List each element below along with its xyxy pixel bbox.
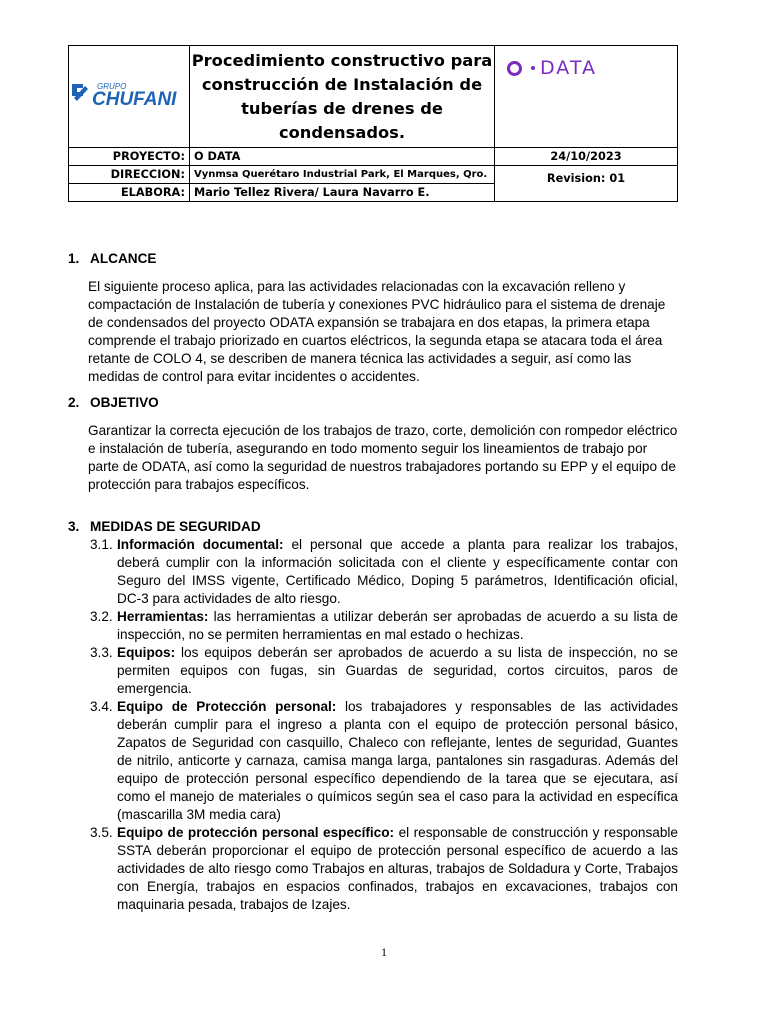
list-item (90, 698, 678, 824)
item-bold-label: Herramientas: (117, 609, 209, 624)
document-body (68, 250, 678, 914)
odata-dot-icon (531, 66, 535, 70)
item-number: 3.2. (90, 609, 113, 624)
section-heading-objetivo (68, 394, 678, 412)
section-title: MEDIDAS DE SEGURIDAD (90, 519, 261, 534)
item-body: las herramientas a utilizar deberán ser aprobadas de acuerdo a su lista de inspección, no se permiten herramientas en mal estado o hechizas. (117, 609, 678, 642)
elabora-label: ELABORA: (69, 184, 190, 202)
list-item (90, 608, 678, 644)
item-number: 3.1. (90, 537, 113, 552)
odata-logo-cell (495, 46, 678, 148)
item-number: 3.5. (90, 825, 113, 840)
item-body: el personal que accede a planta para realizar los trabajos, deberá cumplir con la información solicitada con el cliente y específicamente contar con Seguro del IMSS vigente, Certificado Médico, Doping 5 parámetros, Identificación oficial, DC-3 para actividades de alto riesgo. (117, 537, 678, 606)
item-body: el responsable de construcción y responsable SSTA deberán proporcionar el equipo de protección personal específico de acuerdo a las actividades de alto riesgo como Trabajos en alturas, trabajos de Soldadura y Corte, Trabajos con Energía, trabajos en espacios confinados, trabajos en excavaciones, trabajos con maquinaria pesada, trabajos de Izajes. (117, 825, 678, 912)
chufani-logo-icon (69, 74, 189, 114)
proyecto-value: O DATA (190, 148, 495, 166)
item-body: los trabajadores y responsables de las actividades deberán cumplir para el ingreso a planta con el equipo de protección personal básico, Zapatos de Seguridad con casquillo, Chaleco con reflejante, lentes de seguridad, Guantes de nitrilo, anticorte y carnaza, camisa manga larga, pantalones sin rasgaduras. Además del equipo de protección personal específico dependiendo de la tarea que se ejecutara, así como el manejo de materiales o químicos según sea el caso para la actividad en específica (mascarilla 3M media cara) (117, 699, 678, 822)
odata-o-icon (507, 61, 522, 76)
item-number: 3.3. (90, 645, 113, 660)
odata-logo-text: DATA (540, 57, 597, 79)
section-number: 1. (68, 251, 80, 266)
list-item (90, 824, 678, 914)
list-item (90, 536, 678, 608)
section-title: ALCANCE (90, 251, 157, 266)
chufani-logo (69, 46, 190, 148)
item-text (117, 698, 678, 824)
item-text (117, 824, 678, 914)
item-bold-label: Equipo de protección personal específico: (117, 825, 395, 840)
proyecto-label: PROYECTO: (69, 148, 190, 166)
section-title: OBJETIVO (90, 395, 159, 410)
item-bold-label: Equipos: (117, 645, 176, 660)
list-item (90, 644, 678, 698)
objetivo-paragraph: Garantizar la correcta ejecución de los trabajos de trazo, corte, demolición con rompedor eléctrico e instalación de tubería, asegurando en todo momento seguir los lineamientos de trabajo por parte de ODATA, así como la seguridad de nuestros trabajadores portando su EPP y el equipo de protección para trabajos específicos. (88, 423, 678, 492)
item-number: 3.4. (90, 699, 113, 714)
alcance-paragraph: El siguiente proceso aplica, para las actividades relacionadas con la excavación relleno y compactación de Instalación de tubería y conexiones PVC hidráulico para el sistema de drenaje de condensados del proyecto ODATA expansión se trabajara en dos etapas, la primera etapa comprende el trabajo priorizado en cuartos eléctricos, la segunda etapa se atacara toda el área retante de COLO 4, se describen de manera técnica las actividades a seguir, así como las medidas de control para evitar incidentes o accidentes. (88, 279, 666, 384)
item-text (117, 644, 678, 698)
section-heading-alcance (68, 250, 678, 268)
section-number: 2. (68, 395, 80, 410)
item-bold-label: Equipo de Protección personal: (117, 699, 337, 714)
document-header-table (68, 45, 678, 202)
item-text (117, 608, 678, 644)
logo-small-text: GRUPO (97, 82, 127, 91)
item-bold-label: Información documental: (117, 537, 284, 552)
direccion-label: DIRECCION: (69, 166, 190, 184)
elabora-value: Mario Tellez Rivera/ Laura Navarro E. (190, 184, 495, 202)
page-number: 1 (381, 945, 387, 959)
section-number: 3. (68, 519, 80, 534)
revision-number: Revision: 01 (495, 166, 678, 202)
direccion-value: Vynmsa Querétaro Industrial Park, El Marques, Qro. (190, 166, 495, 184)
section-heading-medidas (68, 518, 678, 536)
item-text (117, 536, 678, 608)
odata-logo (495, 46, 677, 79)
document-date: 24/10/2023 (495, 148, 678, 166)
document-title: Procedimiento constructivo para construcción de Instalación de tuberías de drenes de condensados. (190, 46, 495, 148)
logo-big-text: CHUFANI (92, 89, 177, 110)
item-body: los equipos deberán ser aprobados de acuerdo a su lista de inspección, no se permiten equipos con fugas, sin Guardas de seguridad, cortos circuitos, paros de emergencia. (117, 645, 678, 696)
